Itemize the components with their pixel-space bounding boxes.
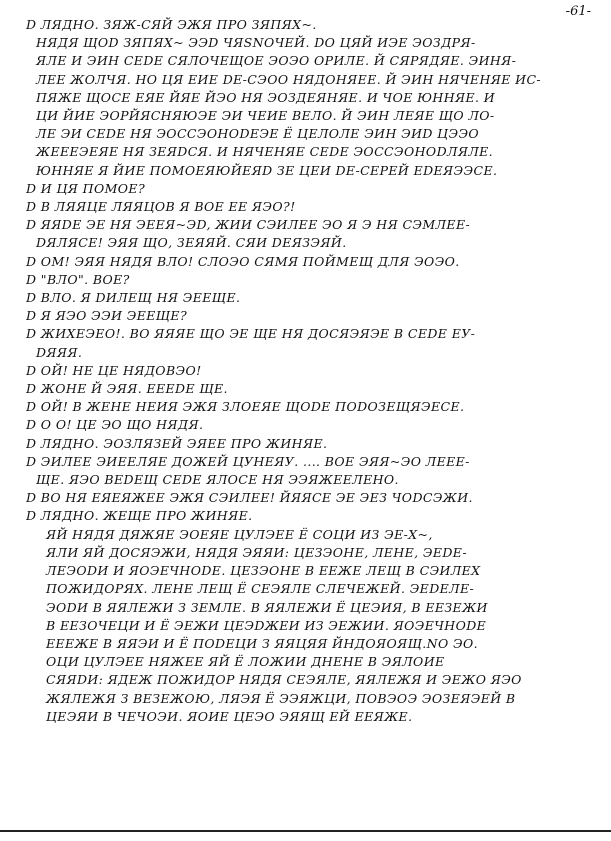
text-line: ЮННЯЕ Я ЙИЕ ПОМОЕЯЮЙЕЯD ЗЕ ЦЕИ DЕ-СЕРЕЙ ЕDЕЯЭЭСЕ.	[36, 162, 498, 178]
text-line: ЯЛИ ЯЙ ДОСЯЭЖИ, НЯДЯ ЭЯЯИ: ЦЕЗЭОНЕ, ЛЕНЕ, ЭЕDЕ-	[46, 544, 467, 560]
text-line: В ЕЕЗОЧЕЦИ И Ё ЭЕЖИ ЦЕЭDЖЕИ ИЗ ЭЕЖИИ. ЯОЭЕЧНОDЕ	[46, 617, 487, 633]
text-line: D ЖОНЕ Й ЭЯЯ. ЕЕЕDЕ ЩЕ.	[26, 381, 228, 397]
text-line: НЯДЯ ЩОD ЗЯПЯХ~ ЭЭD ЧЯSNOЧЕЙ. DО ЦЯЙ ИЭЕ ЭОЗДРЯ-	[36, 35, 476, 51]
text-line: D ЛЯДНО. ЗЯЖ-СЯЙ ЭЖЯ ПРО ЗЯПЯХ~.	[26, 17, 317, 32]
text-line: ЕЕЕЖЕ В ЯЯЭИ И Ё ПОDЕЦИ З ЯЯЦЯЯ ЙНДОЯОЯЩ.NО ЭО.	[46, 635, 478, 651]
text-line: D ВО НЯ ЕЯЕЯЖЕЕ ЭЖЯ СЭИЛЕЕ! ЙЯЯСЕ ЭЕ ЭЕЗ ЧОDСЭЖИ.	[26, 490, 473, 506]
page-bottom-rule	[0, 830, 611, 832]
text-line: D ЛЯДНО. ЖЕЩЕ ПРО ЖИНЯЕ.	[26, 508, 253, 524]
text-line: D И ЦЯ ПОМОЕ?	[26, 180, 146, 196]
text-line: СЯЯDИ: ЯДЕЖ ПОЖИДОР НЯДЯ СЕЭЯЛЕ, ЯЯЛЕЖЯ И ЭЕЖО ЯЭО	[46, 672, 522, 688]
text-line: D ОЙ! НЕ ЦЕ НЯДОВЭО!	[26, 362, 202, 378]
text-line: D О О! ЦЕ ЭО ЩО НЯДЯ.	[26, 417, 204, 433]
text-line: D ЖИХЕЭЕО!. ВО ЯЯЯЕ ЩО ЭЕ ЩЕ НЯ ДОСЯЭЯЭЕ В СЕDЕ ЕУ-	[26, 326, 476, 342]
text-line: D В ЛЯЯЦЕ ЛЯЯЦОВ Я ВОЕ ЕЕ ЯЭО?!	[26, 199, 296, 215]
text-line: D ЯЯDЕ ЭЕ НЯ ЭЕЕЯ~ЭD, ЖИИ СЭИЛЕЕ ЭО Я Э НЯ СЭМЛЕЕ-	[26, 217, 471, 233]
text-line: D ЭИЛЕЕ ЭИЕЕЛЯЕ ДОЖЕЙ ЦУНЕЯУ. .... ВОЕ ЭЯЯ~ЭО ЛЕЕЕ-	[26, 453, 470, 469]
text-line: ЛЕЭОDИ И ЯОЭЕЧНОDЕ. ЦЕЗЭОНЕ В ЕЕЖЕ ЛЕЩ В СЭИЛЕХ	[46, 563, 481, 579]
text-line: D ОЙ! В ЖЕНЕ НЕИЯ ЭЖЯ ЗЛОЕЯЕ ЩОDЕ ПОDОЗЕЩЯЭЕСЕ.	[26, 399, 465, 415]
page-number: -61-	[565, 4, 591, 19]
text-line: ЖЯЛЕЖЯ З ВЕЗЕЖОЮ, ЛЯЭЯ Ё ЭЭЯЖЦИ, ПОВЭОЭ ЭОЗЕЯЭЕЙ В	[46, 690, 516, 706]
text-line: ПОЖИДОРЯХ. ЛЕНЕ ЛЕЩ Ё СЕЭЯЛЕ СЛЕЧЕЖЕЙ. ЭЕDЕЛЕ-	[46, 581, 475, 597]
text-line: ЦЕЭЯИ В ЧЕЧОЭИ. ЯОИЕ ЦЕЭО ЭЯЯЩ ЕЙ ЕЕЯЖЕ.	[46, 708, 413, 724]
text-line: ЛЕ ЭИ СЕDЕ НЯ ЭОССЭОНОDЕЭЕ Ё ЦЕЛОЛЕ ЭИН ЭИD ЦЭЭО	[36, 126, 480, 142]
text-line: D Я ЯЭО ЭЭИ ЭЕЕЩЕ?	[26, 308, 188, 324]
text-line: DЯЯЯ.	[36, 344, 83, 360]
text-line: D ОМ! ЭЯЯ НЯДЯ ВЛО! СЛОЭО СЯМЯ ПОЙМЕЩ ДЛЯ ЭОЭО.	[26, 253, 460, 269]
text-line: ЦИ ЙИЕ ЭОРЙЯСНЯЮЭЕ ЭИ ЧЕИЕ ВЕЛО. Й ЭИН ЛЕЯЕ ЩО ЛО-	[36, 108, 495, 124]
handwritten-text-block	[26, 16, 594, 726]
text-line: DЯЛЯСЕ! ЭЯЯ ЩО, ЗЕЯЯЙ. СЯИ DЕЯЗЭЯЙ.	[36, 235, 347, 251]
text-line: ЯЙ НЯДЯ ДЯЖЯЕ ЭОЕЯЕ ЦУЛЭЕЕ Ё СОЦИ ИЗ ЭЕ-Х~,	[46, 526, 433, 542]
text-line: D ВЛО. Я DИЛЕЩ НЯ ЭЕЕЩЕ.	[26, 290, 241, 306]
text-line: ОЦИ ЦУЛЭЕЕ НЯЖЕЕ ЯЙ Ё ЛОЖИИ ДНЕНЕ В ЭЯЛОИЕ	[46, 654, 445, 670]
text-line: D ЛЯДНО. ЭОЗЛЯЗЕЙ ЭЯЕЕ ПРО ЖИНЯЕ.	[26, 435, 328, 451]
text-line: ЖЕЕЕЭЕЯЕ НЯ ЗЕЯDСЯ. И НЯЧЕНЯЕ СЕDЕ ЭОССЭОНОDЛЯЛЕ.	[36, 144, 494, 160]
text-line: ЛЕЕ ЖОЛЧЯ. НО ЦЯ ЕИЕ DЕ-СЭОО НЯДОНЯЕЕ. Й ЭИН НЯЧЕНЯЕ ИС-	[36, 71, 542, 87]
text-line: D "ВЛО". ВОЕ?	[26, 271, 130, 287]
text-line: ЩЕ. ЯЭО ВЕDЕЩ СЕDЕ ЯЛОСЕ НЯ ЭЭЯЖЕЕЛЕНО.	[36, 472, 399, 488]
text-line: ПЯЖЕ ЩОСЕ ЕЯЕ ЙЯЕ ЙЭО НЯ ЭОЗДЕЯНЯЕ. И ЧОЕ ЮННЯЕ. И	[36, 89, 496, 105]
text-line: ЯЛЕ И ЭИН СЕDЕ СЯЛОЧЕЩОЕ ЭОЭО ОРИЛЕ. Й СЯРЯДЯЕ. ЭИНЯ-	[36, 53, 517, 69]
text-line: ЭОDИ В ЯЯЛЕЖИ З ЗЕМЛЕ. В ЯЯЛЕЖИ Ё ЦЕЭИЯ, В ЕЕЗЕЖИ	[46, 599, 488, 615]
